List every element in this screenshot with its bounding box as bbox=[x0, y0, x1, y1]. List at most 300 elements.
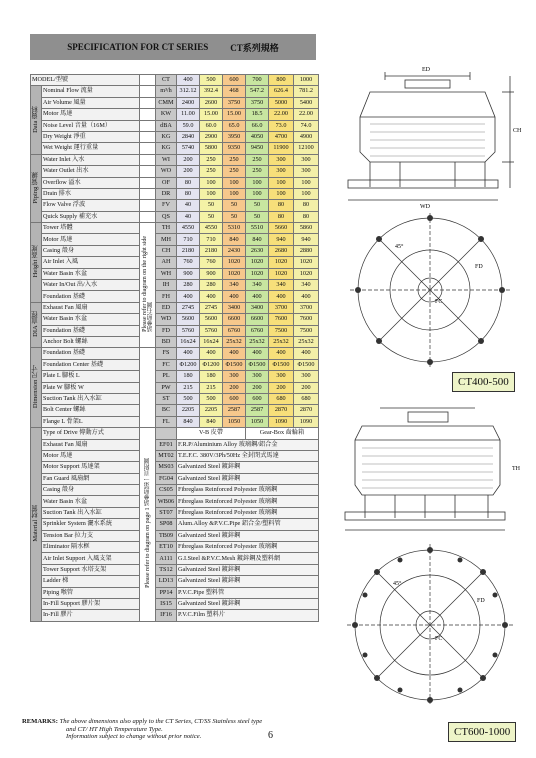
spec-row bbox=[31, 416, 319, 427]
row-value: 3400 bbox=[223, 302, 246, 313]
row-label: Wet Weight 運行重量 bbox=[42, 143, 140, 154]
row-value: 2587 bbox=[246, 405, 269, 416]
row-label: Foundation 基礎 bbox=[42, 325, 140, 336]
group-band-text: Data 資料 bbox=[31, 105, 39, 133]
row-value: 25x32 bbox=[246, 336, 269, 347]
row-value: 2900 bbox=[200, 131, 223, 142]
row-value: 5660 bbox=[269, 223, 294, 234]
row-label: Dry Weight 淨重 bbox=[42, 131, 140, 142]
row-value: 9450 bbox=[246, 143, 269, 154]
row-value: 4050 bbox=[246, 131, 269, 142]
row-value: 3750 bbox=[223, 97, 246, 108]
row-label: Water In/Out 出/入水 bbox=[42, 280, 140, 291]
row-value: 11.00 bbox=[177, 109, 200, 120]
material-row bbox=[31, 450, 319, 461]
row-value: 2205 bbox=[177, 405, 200, 416]
row-value: 12100 bbox=[294, 143, 319, 154]
row-value: 2840 bbox=[177, 131, 200, 142]
row-value: 400 bbox=[177, 348, 200, 359]
model-cell: 700 bbox=[246, 75, 269, 86]
material-code: LD13 bbox=[156, 576, 177, 587]
row-value: 80 bbox=[269, 211, 294, 222]
row-value: 5800 bbox=[200, 143, 223, 154]
row-value: 180 bbox=[177, 371, 200, 382]
spec-row bbox=[31, 314, 319, 325]
material-row bbox=[31, 496, 319, 507]
row-value: Φ1500 bbox=[246, 359, 269, 370]
row-unit: KW bbox=[156, 109, 177, 120]
note-blank bbox=[140, 154, 156, 165]
row-label: Quick Supply 補充水 bbox=[42, 211, 140, 222]
row-value: 7500 bbox=[294, 325, 319, 336]
row-value: 100 bbox=[200, 188, 223, 199]
material-code: IS15 bbox=[156, 598, 177, 609]
row-unit: FS bbox=[156, 348, 177, 359]
row-value: Φ1200 bbox=[177, 359, 200, 370]
material-band bbox=[31, 428, 42, 622]
remarks-line3: Information subject to change without prior notice. bbox=[66, 733, 202, 741]
model-note-blank bbox=[140, 75, 156, 86]
row-unit: IH bbox=[156, 280, 177, 291]
row-value: 4550 bbox=[177, 223, 200, 234]
row-unit: BC bbox=[156, 405, 177, 416]
material-row bbox=[31, 598, 319, 609]
material-text: Galvanized Steel 鍍鋅鋼 bbox=[177, 473, 319, 484]
row-value: 600 bbox=[223, 393, 246, 404]
row-value: 5510 bbox=[246, 223, 269, 234]
row-value: 215 bbox=[200, 382, 223, 393]
row-unit: FC bbox=[156, 359, 177, 370]
row-label: Noise Level 音量（16M） bbox=[42, 120, 140, 131]
spec-row bbox=[31, 245, 319, 256]
spec-row bbox=[31, 86, 319, 97]
row-value: 6760 bbox=[246, 325, 269, 336]
row-value: 940 bbox=[269, 234, 294, 245]
row-value: 200 bbox=[294, 382, 319, 393]
row-value: 340 bbox=[269, 280, 294, 291]
material-label: Sprinkler System 灑水系統 bbox=[42, 519, 140, 530]
row-value: 2180 bbox=[200, 245, 223, 256]
row-value: 340 bbox=[223, 280, 246, 291]
spec-row bbox=[31, 154, 319, 165]
row-value: 2600 bbox=[200, 97, 223, 108]
drive-row bbox=[31, 428, 319, 439]
row-value: 250 bbox=[223, 166, 246, 177]
ct600-th-label: TH bbox=[512, 466, 520, 472]
material-note-text: Please refer to diagram on page 1 請參照第一頁附圖 bbox=[144, 458, 151, 589]
drive-label: Type of Drive 傳動方式 bbox=[42, 428, 140, 439]
row-value: 400 bbox=[269, 291, 294, 302]
row-value: 100 bbox=[223, 188, 246, 199]
row-value: 100 bbox=[269, 177, 294, 188]
row-value: 840 bbox=[200, 416, 223, 427]
row-value: 15.00 bbox=[223, 109, 246, 120]
row-label: Exhaust Fan 風扇 bbox=[42, 302, 140, 313]
row-value: 50 bbox=[246, 200, 269, 211]
material-text: P.V.C.Pipe 塑料管 bbox=[177, 587, 319, 598]
row-value: 760 bbox=[177, 257, 200, 268]
row-value: 300 bbox=[269, 154, 294, 165]
row-value: 710 bbox=[177, 234, 200, 245]
material-code: IF16 bbox=[156, 610, 177, 621]
remarks-line1: The above dimensions also apply to the CT Series, CT/SS Stainless steel type bbox=[59, 718, 263, 725]
row-value: 6600 bbox=[246, 314, 269, 325]
height-dia-note-text: Please refer to diagram on the right side bbox=[141, 236, 148, 333]
row-value: 7600 bbox=[294, 314, 319, 325]
row-value: 18.5 bbox=[246, 109, 269, 120]
row-value: 200 bbox=[269, 382, 294, 393]
row-value: 7600 bbox=[269, 314, 294, 325]
group-band bbox=[31, 154, 42, 222]
ct400-plan-diagram bbox=[335, 208, 525, 373]
row-label: Water Basin 水盆 bbox=[42, 314, 140, 325]
row-unit: CH bbox=[156, 245, 177, 256]
row-value: 22.00 bbox=[269, 109, 294, 120]
row-label: Motor 馬達 bbox=[42, 109, 140, 120]
spec-row bbox=[31, 393, 319, 404]
group-band-text: Dimension 尺寸 bbox=[31, 365, 39, 409]
row-value: 50 bbox=[246, 211, 269, 222]
row-value: 840 bbox=[246, 234, 269, 245]
row-value: 5860 bbox=[294, 223, 319, 234]
row-value: 6600 bbox=[223, 314, 246, 325]
material-row bbox=[31, 530, 319, 541]
row-value: 2745 bbox=[177, 302, 200, 313]
row-value: 1020 bbox=[223, 257, 246, 268]
note-blank bbox=[140, 166, 156, 177]
ct600-fc-label: FC bbox=[435, 636, 443, 642]
material-label: Piping 喉管 bbox=[42, 587, 140, 598]
spec-row bbox=[31, 120, 319, 131]
material-label: Casing 殼身 bbox=[42, 485, 140, 496]
row-value: 2630 bbox=[246, 245, 269, 256]
material-row bbox=[31, 485, 319, 496]
row-value: 760 bbox=[200, 257, 223, 268]
material-code: TS12 bbox=[156, 564, 177, 575]
row-value: 300 bbox=[269, 371, 294, 382]
note-blank bbox=[140, 86, 156, 97]
spec-row bbox=[31, 359, 319, 370]
group-band bbox=[31, 223, 42, 303]
row-unit: FD bbox=[156, 325, 177, 336]
material-code: CS05 bbox=[156, 485, 177, 496]
spec-row bbox=[31, 382, 319, 393]
ct400-fc-label: FC bbox=[435, 299, 443, 305]
row-value: 5600 bbox=[200, 314, 223, 325]
row-value: 7500 bbox=[269, 325, 294, 336]
spec-row bbox=[31, 336, 319, 347]
material-label: Ladder 梯 bbox=[42, 576, 140, 587]
row-label: Foundation 基礎 bbox=[42, 348, 140, 359]
row-value: Φ1500 bbox=[294, 359, 319, 370]
row-label: Casing 殼身 bbox=[42, 245, 140, 256]
ct400-ed-label: ED bbox=[422, 67, 430, 73]
material-code: A111 bbox=[156, 553, 177, 564]
row-value: 400 bbox=[246, 291, 269, 302]
material-text: Galvanized Steel 鍍鋅鋼 bbox=[177, 564, 319, 575]
row-value: 1090 bbox=[269, 416, 294, 427]
row-value: 73.0 bbox=[269, 120, 294, 131]
ct400-fd-label: FD bbox=[475, 264, 483, 270]
spec-row bbox=[31, 109, 319, 120]
row-unit: KG bbox=[156, 143, 177, 154]
note-blank bbox=[140, 97, 156, 108]
material-code: WB06 bbox=[156, 496, 177, 507]
row-label: Air Volume 風量 bbox=[42, 97, 140, 108]
model-label: MODEL/型號 bbox=[31, 75, 140, 86]
row-unit: dBA bbox=[156, 120, 177, 131]
row-value: 5400 bbox=[294, 97, 319, 108]
row-unit: QS bbox=[156, 211, 177, 222]
row-value: 840 bbox=[223, 234, 246, 245]
row-unit: PL bbox=[156, 371, 177, 382]
material-label: Motor Support 馬達架 bbox=[42, 462, 140, 473]
material-code: MT02 bbox=[156, 450, 177, 461]
drive-value-gearbox: Gear-Box 齒輪箱 bbox=[246, 428, 319, 439]
material-label: Suction Tank 出入水缸 bbox=[42, 507, 140, 518]
material-label: Tower Support 水塔支架 bbox=[42, 564, 140, 575]
row-value: 25x32 bbox=[294, 336, 319, 347]
model-cell: 500 bbox=[200, 75, 223, 86]
row-unit: AH bbox=[156, 257, 177, 268]
spec-header bbox=[30, 34, 316, 60]
row-value: 400 bbox=[294, 291, 319, 302]
spec-row bbox=[31, 405, 319, 416]
material-code: EF01 bbox=[156, 439, 177, 450]
spec-row bbox=[31, 131, 319, 142]
row-value: 2870 bbox=[294, 405, 319, 416]
drive-unit-blank bbox=[156, 428, 177, 439]
remarks bbox=[22, 718, 322, 741]
row-label: Flow Valve 浮波 bbox=[42, 200, 140, 211]
material-row bbox=[31, 587, 319, 598]
row-value: 500 bbox=[200, 393, 223, 404]
material-text: F.R.P/Aluminium Alloy 玻璃鋼/鋁合金 bbox=[177, 439, 319, 450]
group-band bbox=[31, 348, 42, 428]
material-row bbox=[31, 507, 319, 518]
ct400-side-diagram bbox=[330, 62, 530, 212]
group-band-text: Piping 管線 bbox=[31, 171, 39, 204]
spec-row bbox=[31, 371, 319, 382]
material-label: Tension Bar 拉力支 bbox=[42, 530, 140, 541]
row-label: Nominal Flow 流量 bbox=[42, 86, 140, 97]
dimension-note bbox=[140, 348, 156, 428]
row-value: 5760 bbox=[200, 325, 223, 336]
row-value: 3700 bbox=[294, 302, 319, 313]
material-row bbox=[31, 564, 319, 575]
material-text: Galvanized Steel 鍍鋅鋼 bbox=[177, 598, 319, 609]
height-dia-note bbox=[140, 223, 156, 348]
row-value: 5000 bbox=[269, 97, 294, 108]
row-value: 2870 bbox=[269, 405, 294, 416]
note-blank bbox=[140, 188, 156, 199]
material-text: Fibreglass Reinforced Polyester 玻璃鋼 bbox=[177, 507, 319, 518]
row-value: 680 bbox=[294, 393, 319, 404]
row-unit: ED bbox=[156, 302, 177, 313]
row-unit: MH bbox=[156, 234, 177, 245]
row-value: 50 bbox=[200, 200, 223, 211]
row-value: 3400 bbox=[246, 302, 269, 313]
row-value: Φ1500 bbox=[269, 359, 294, 370]
row-value: 4700 bbox=[269, 131, 294, 142]
material-text: Alum.Alloy &P.V.C.Pipe 鋁合金/塑料管 bbox=[177, 519, 319, 530]
row-value: 2180 bbox=[177, 245, 200, 256]
row-value: 1050 bbox=[246, 416, 269, 427]
row-value: 1020 bbox=[246, 268, 269, 279]
row-value: 840 bbox=[177, 416, 200, 427]
row-value: 468 bbox=[223, 86, 246, 97]
group-band-text: DIA 直徑 bbox=[31, 311, 39, 337]
row-value: 400 bbox=[223, 291, 246, 302]
header-title-en: SPECIFICATION FOR CT SERIES bbox=[67, 42, 209, 52]
note-blank bbox=[140, 109, 156, 120]
group-band-text: Height 高度 bbox=[31, 245, 39, 278]
row-value: 2400 bbox=[177, 97, 200, 108]
row-value: 180 bbox=[200, 371, 223, 382]
row-value: 200 bbox=[177, 154, 200, 165]
row-value: 300 bbox=[294, 371, 319, 382]
row-value: 400 bbox=[223, 348, 246, 359]
row-value: 66.0 bbox=[246, 120, 269, 131]
material-code: FG04 bbox=[156, 473, 177, 484]
row-value: 250 bbox=[200, 154, 223, 165]
row-unit: CMM bbox=[156, 97, 177, 108]
row-value: 4550 bbox=[200, 223, 223, 234]
spec-row bbox=[31, 325, 319, 336]
ct400-angle-label: 45° bbox=[395, 244, 404, 250]
row-value: 2880 bbox=[294, 245, 319, 256]
row-unit: WH bbox=[156, 268, 177, 279]
row-value: 280 bbox=[177, 280, 200, 291]
row-value: 5600 bbox=[177, 314, 200, 325]
row-label: Foundation Center 基礎 bbox=[42, 359, 140, 370]
row-unit: BD bbox=[156, 336, 177, 347]
height-dia-note-text-cn: 請參照右圖 bbox=[147, 302, 154, 333]
model-cell: 800 bbox=[269, 75, 294, 86]
row-value: 1050 bbox=[223, 416, 246, 427]
row-value: 340 bbox=[294, 280, 319, 291]
row-value: 74.0 bbox=[294, 120, 319, 131]
row-value: 5310 bbox=[223, 223, 246, 234]
row-label: Air Inlet 入風 bbox=[42, 257, 140, 268]
row-value: 1020 bbox=[223, 268, 246, 279]
row-value: 80 bbox=[294, 200, 319, 211]
row-value: 400 bbox=[177, 291, 200, 302]
row-value: 50 bbox=[223, 211, 246, 222]
row-value: 50 bbox=[223, 200, 246, 211]
row-value: 1020 bbox=[246, 257, 269, 268]
model-cell: 400 bbox=[177, 75, 200, 86]
model-cell: 600 bbox=[223, 75, 246, 86]
row-value: 400 bbox=[200, 291, 223, 302]
row-value: 100 bbox=[246, 188, 269, 199]
row-value: 80 bbox=[294, 211, 319, 222]
row-value: 781.2 bbox=[294, 86, 319, 97]
model-label-ct600: CT600-1000 bbox=[448, 722, 516, 742]
note-blank bbox=[140, 143, 156, 154]
row-value: 11900 bbox=[269, 143, 294, 154]
row-label: Water Inlet 入水 bbox=[42, 154, 140, 165]
ct600-side-diagram bbox=[330, 400, 530, 535]
row-value: 2680 bbox=[269, 245, 294, 256]
row-label: Drain 排水 bbox=[42, 188, 140, 199]
row-value: 2205 bbox=[200, 405, 223, 416]
row-value: 100 bbox=[200, 177, 223, 188]
remarks-line2: and CT/ HT High Temperature Type. bbox=[66, 725, 163, 733]
page-number: 6 bbox=[268, 730, 273, 741]
row-value: 65.0 bbox=[223, 120, 246, 131]
material-label: Motor 馬達 bbox=[42, 450, 140, 461]
row-value: 200 bbox=[223, 382, 246, 393]
material-band-text: Material 材質 bbox=[31, 505, 39, 542]
row-value: 2430 bbox=[223, 245, 246, 256]
row-value: 50 bbox=[200, 211, 223, 222]
spec-row bbox=[31, 280, 319, 291]
spec-row bbox=[31, 348, 319, 359]
material-text: G.I.Steel &P.V.C.Mesh 鍍鋅鋼及塑料網 bbox=[177, 553, 319, 564]
material-text: Galvanized Steel 鍍鋅鋼 bbox=[177, 462, 319, 473]
material-row bbox=[31, 473, 319, 484]
row-value: 100 bbox=[294, 188, 319, 199]
row-unit: TH bbox=[156, 223, 177, 234]
row-value: 250 bbox=[200, 166, 223, 177]
row-label: Motor 馬達 bbox=[42, 234, 140, 245]
material-code: ST07 bbox=[156, 507, 177, 518]
row-value: 1020 bbox=[269, 268, 294, 279]
row-value: 40 bbox=[177, 200, 200, 211]
spec-table bbox=[30, 74, 319, 622]
row-value: 16x24 bbox=[200, 336, 223, 347]
spec-row bbox=[31, 188, 319, 199]
row-label: Suction Tank 出入水缸 bbox=[42, 393, 140, 404]
row-unit: WD bbox=[156, 314, 177, 325]
row-value: 80 bbox=[269, 200, 294, 211]
material-row bbox=[31, 610, 319, 621]
model-label-ct400: CT400-500 bbox=[452, 372, 515, 392]
note-blank bbox=[140, 200, 156, 211]
row-value: 400 bbox=[200, 348, 223, 359]
row-value: 600 bbox=[246, 393, 269, 404]
row-unit: m³/h bbox=[156, 86, 177, 97]
row-label: Flange L 骨架L bbox=[42, 416, 140, 427]
row-label: Plate L 腳板 L bbox=[42, 371, 140, 382]
row-unit: ST bbox=[156, 393, 177, 404]
material-row bbox=[31, 519, 319, 530]
row-unit: PW bbox=[156, 382, 177, 393]
row-value: 900 bbox=[200, 268, 223, 279]
spec-row bbox=[31, 291, 319, 302]
ct600-angle-label: 45° bbox=[393, 581, 402, 587]
material-label: Eliminator 隔水框 bbox=[42, 542, 140, 553]
material-code: PP14 bbox=[156, 587, 177, 598]
row-value: 400 bbox=[269, 348, 294, 359]
row-unit: FL bbox=[156, 416, 177, 427]
row-value: 80 bbox=[177, 177, 200, 188]
row-label: Anchor Bolt 螺絲 bbox=[42, 336, 140, 347]
spec-row bbox=[31, 177, 319, 188]
material-text: Fibreglass Reinforced Polyester 玻璃鋼 bbox=[177, 485, 319, 496]
group-band bbox=[31, 86, 42, 154]
material-text: P.V.C.Film 塑料片 bbox=[177, 610, 319, 621]
spec-row bbox=[31, 234, 319, 245]
row-value: 626.4 bbox=[269, 86, 294, 97]
row-value: 500 bbox=[177, 393, 200, 404]
row-value: 25x32 bbox=[269, 336, 294, 347]
material-code: ET10 bbox=[156, 542, 177, 553]
row-value: 312.12 bbox=[177, 86, 200, 97]
material-code: MS03 bbox=[156, 462, 177, 473]
row-value: 15.00 bbox=[200, 109, 223, 120]
